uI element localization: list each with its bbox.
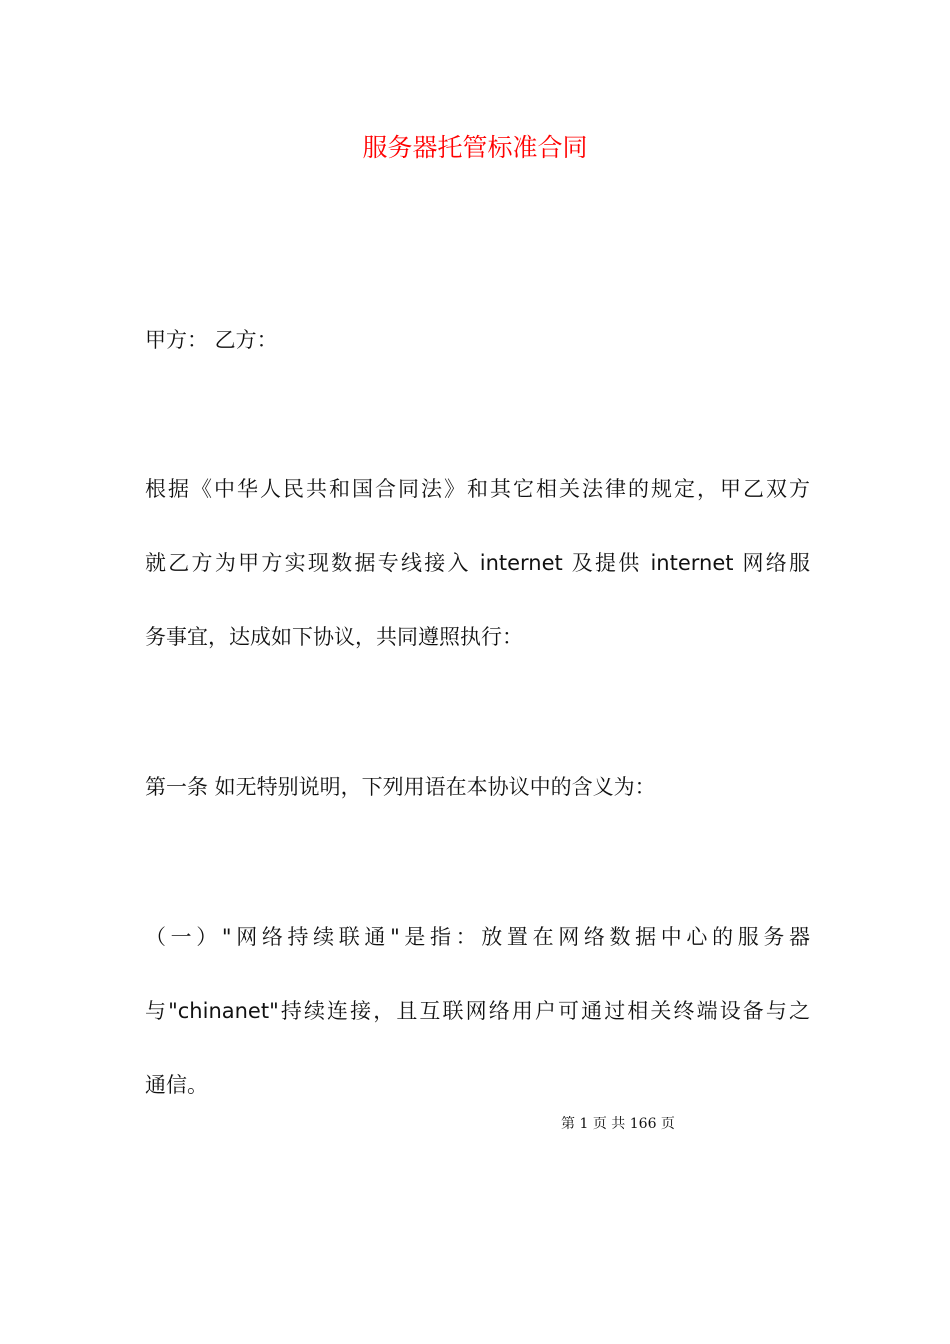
intro-paragraph-line-2: 就乙方为甲方实现数据专线接入 internet 及提供 internet 网络服 [145,551,810,575]
clause-1-line-1: （一）"网络持续联通"是指：放置在网络数据中心的服务器 [145,925,810,949]
page-number-indicator: 第 1 页 共 166 页 [561,1116,675,1132]
intro-paragraph-line-1: 根据《中华人民共和国合同法》和其它相关法律的规定，甲乙双方 [145,477,810,501]
intro-paragraph-line-3: 务事宜，达成如下协议，共同遵照执行： [145,625,523,649]
document-title: 服务器托管标准合同 [362,133,588,162]
parties-line: 甲方： 乙方： [145,328,278,352]
page-footer [0,1114,950,1134]
clause-1-line-2: 与"chinanet"持续连接，且互联网络用户可通过相关终端设备与之 [145,999,810,1023]
clause-1-line-3: 通信。 [145,1073,208,1097]
article-1-heading: 第一条 如无特别说明，下列用语在本协议中的含义为： [145,775,656,799]
